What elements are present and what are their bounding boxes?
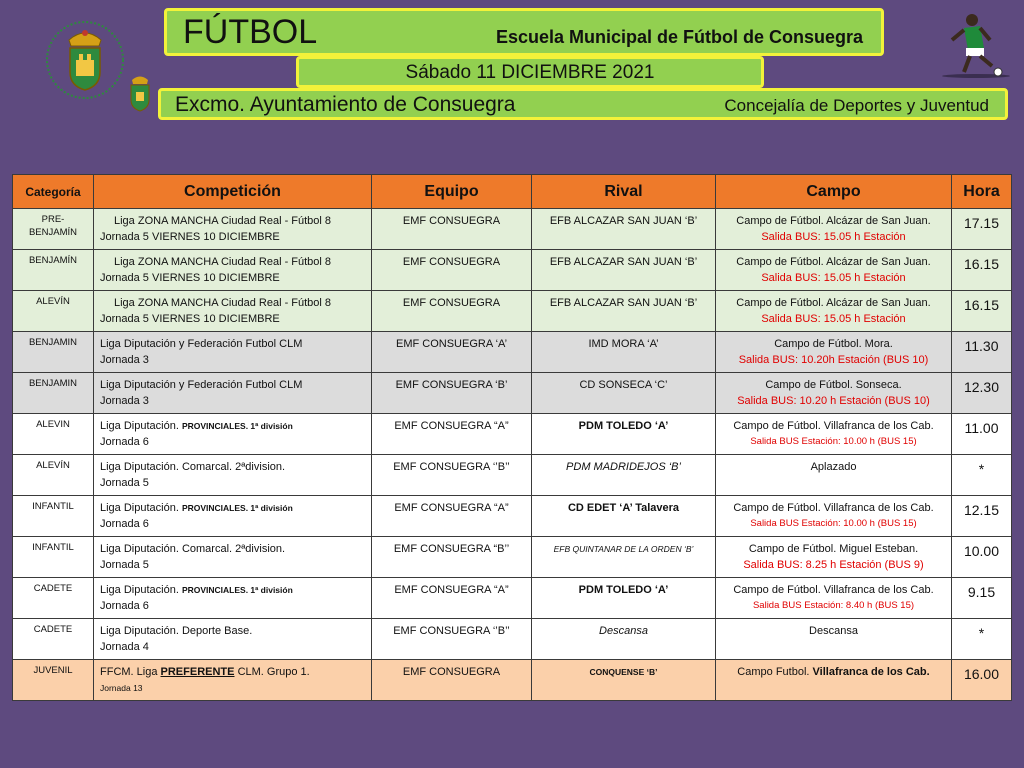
- cell-categoria: INFANTIL: [13, 496, 94, 537]
- competition-name: Liga Diputación y Federación Futbol CLM: [100, 338, 303, 350]
- title-banner: [164, 8, 884, 56]
- competition-line-1: [100, 418, 365, 434]
- table-row: [13, 209, 1012, 250]
- bus-departure: Salida BUS: 10.20h Estación (BUS 10): [738, 354, 929, 366]
- bus-departure: Salida BUS Estación: 10.00 h (BUS 15): [750, 436, 917, 447]
- competition-group: CLM. Grupo 1.: [237, 666, 310, 678]
- cell-categoria: ALEVIN: [13, 414, 94, 455]
- competition-line-1: [100, 336, 365, 352]
- cell-competicion: [94, 455, 372, 496]
- rival-name: PDM TOLEDO ‘A’: [578, 584, 669, 596]
- bus-departure: Salida BUS: 10.20 h Estación (BUS 10): [737, 395, 930, 407]
- cell-rival: [532, 578, 716, 619]
- bus-departure: Salida BUS: 15.05 h Estación: [761, 272, 906, 284]
- table-row: [13, 578, 1012, 619]
- cell-rival: [532, 250, 716, 291]
- page-title: FÚTBOL: [183, 13, 318, 51]
- cell-equipo: EMF CONSUEGRA ‘B’: [372, 373, 532, 414]
- cell-equipo: EMF CONSUEGRA: [372, 660, 532, 701]
- table-row: [13, 455, 1012, 496]
- campo-name: Campo Futbol.: [737, 666, 810, 678]
- cell-hora: 12.15: [952, 496, 1012, 537]
- competition-level: PREFERENTE: [160, 666, 235, 678]
- cell-competicion: [94, 209, 372, 250]
- header-equipo: Equipo: [372, 175, 532, 209]
- cell-equipo: EMF CONSUEGRA “A”: [372, 414, 532, 455]
- cell-campo: [716, 578, 952, 619]
- competition-jornada: Jornada 5: [100, 559, 149, 571]
- cell-hora: 12.30: [952, 373, 1012, 414]
- rival-name: EFB ALCAZAR SAN JUAN ‘B’: [549, 215, 698, 227]
- campo-location: Villafranca de los Cab.: [812, 666, 930, 678]
- competition-division: PROVINCIALES. 1ª división: [181, 585, 293, 595]
- cell-categoria: BENJAMIN: [13, 332, 94, 373]
- cell-categoria: BENJAMÍN: [13, 250, 94, 291]
- header-categoria: Categoría: [13, 175, 94, 209]
- campo-name: Campo de Fútbol. Villafranca de los Cab.: [733, 584, 934, 596]
- cell-hora: *: [952, 455, 1012, 496]
- competition-name: Liga Diputación. Comarcal. 2ªdivision.: [100, 543, 286, 555]
- cell-hora: 10.00: [952, 537, 1012, 578]
- cell-campo: [716, 619, 952, 660]
- competition-jornada: Jornada 3: [100, 395, 149, 407]
- cell-categoria: INFANTIL: [13, 537, 94, 578]
- cell-equipo: EMF CONSUEGRA “A”: [372, 496, 532, 537]
- organization-name: Excmo. Ayuntamiento de Consuegra: [175, 93, 516, 116]
- table-row: [13, 291, 1012, 332]
- cell-equipo: EMF CONSUEGRA ‘’B’’: [372, 619, 532, 660]
- table-row: [13, 660, 1012, 701]
- rival-name: CONQUENSE ‘B’: [589, 667, 658, 677]
- competition-jornada: Jornada 3: [100, 354, 149, 366]
- header-hora: Hora: [952, 175, 1012, 209]
- competition-division: PROVINCIALES. 1ª división: [181, 421, 293, 431]
- soccer-player-icon: [928, 10, 1010, 80]
- cell-rival: [532, 455, 716, 496]
- cell-categoria: CADETE: [13, 619, 94, 660]
- cell-categoria: JUVENIL: [13, 660, 94, 701]
- cell-rival: [532, 496, 716, 537]
- cell-hora: 16.15: [952, 291, 1012, 332]
- cell-equipo: EMF CONSUEGRA ‘A’: [372, 332, 532, 373]
- competition-line-1: [100, 295, 365, 311]
- cell-rival: [532, 291, 716, 332]
- cell-categoria: ALEVÍN: [13, 455, 94, 496]
- cell-campo: [716, 250, 952, 291]
- cell-competicion: [94, 660, 372, 701]
- table-row: [13, 496, 1012, 537]
- cell-equipo: EMF CONSUEGRA ‘’B’’: [372, 455, 532, 496]
- competition-jornada: Jornada 6: [100, 436, 149, 448]
- cell-equipo: EMF CONSUEGRA “A”: [372, 578, 532, 619]
- competition-name: Liga Diputación y Federación Futbol CLM: [100, 379, 303, 391]
- cell-campo: [716, 496, 952, 537]
- cell-campo: [716, 332, 952, 373]
- cell-campo: [716, 209, 952, 250]
- bus-departure: Salida BUS: 8.25 h Estación (BUS 9): [743, 559, 924, 571]
- competition-jornada: Jornada 5 VIERNES 10 DICIEMBRE: [100, 231, 280, 243]
- campo-name: Descansa: [809, 625, 858, 637]
- table-row: [13, 537, 1012, 578]
- schedule-table: [12, 174, 1012, 701]
- bus-departure: Salida BUS Estación: 8.40 h (BUS 15): [752, 600, 915, 611]
- rival-name: EFB QUINTANAR DE LA ORDEN ‘B’: [553, 544, 694, 554]
- campo-name: Campo de Fútbol. Mora.: [774, 338, 893, 350]
- table-row: [13, 414, 1012, 455]
- competition-name: FFCM. Liga: [100, 666, 158, 678]
- cell-competicion: [94, 291, 372, 332]
- competition-jornada: Jornada 4: [100, 641, 149, 653]
- competition-jornada: Jornada 5: [100, 477, 149, 489]
- page-subtitle: Escuela Municipal de Fútbol de Consuegra: [495, 27, 863, 47]
- organization-banner: [158, 88, 1008, 120]
- rival-name: PDM MADRIDEJOS ‘B’: [566, 461, 681, 473]
- cell-hora: 16.15: [952, 250, 1012, 291]
- competition-name: Liga Diputación. Comarcal. 2ªdivision.: [100, 461, 286, 473]
- cell-competicion: [94, 496, 372, 537]
- rival-name: CD EDET ‘A’ Talavera: [567, 502, 680, 514]
- event-date: Sábado 11 DICIEMBRE 2021: [405, 62, 655, 83]
- cell-campo: [716, 291, 952, 332]
- bus-departure: Salida BUS Estación: 10.00 h (BUS 15): [750, 518, 917, 529]
- cell-hora: 11.30: [952, 332, 1012, 373]
- competition-division: PROVINCIALES. 1ª división: [181, 503, 293, 513]
- bus-departure: Salida BUS: 15.05 h Estación: [761, 231, 906, 243]
- competition-name: Liga Diputación.: [100, 502, 179, 514]
- cell-equipo: EMF CONSUEGRA: [372, 209, 532, 250]
- cell-rival: [532, 209, 716, 250]
- rival-name: Descansa: [599, 625, 648, 637]
- cell-hora: 9.15: [952, 578, 1012, 619]
- cell-competicion: [94, 414, 372, 455]
- campo-name: Campo de Fútbol. Villafranca de los Cab.: [733, 420, 934, 432]
- competition-line-1: [100, 623, 365, 639]
- campo-name: Campo de Fútbol. Alcázar de San Juan.: [736, 297, 931, 309]
- competition-jornada: Jornada 13: [100, 683, 143, 693]
- cell-categoria: BENJAMIN: [13, 373, 94, 414]
- cell-hora: 16.00: [952, 660, 1012, 701]
- competition-line-1: [100, 459, 365, 475]
- cell-equipo: EMF CONSUEGRA “B’’: [372, 537, 532, 578]
- cell-competicion: [94, 578, 372, 619]
- cell-competicion: [94, 537, 372, 578]
- cell-competicion: [94, 332, 372, 373]
- cell-rival: [532, 660, 716, 701]
- cell-rival: [532, 537, 716, 578]
- cell-rival: [532, 619, 716, 660]
- cell-campo: [716, 537, 952, 578]
- cell-rival: [532, 332, 716, 373]
- campo-name: Campo de Fútbol. Villafranca de los Cab.: [733, 502, 934, 514]
- campo-name: Campo de Fútbol. Alcázar de San Juan.: [736, 215, 931, 227]
- cell-categoria: PRE- BENJAMÍN: [13, 209, 94, 250]
- cell-campo: [716, 455, 952, 496]
- competition-name: Liga Diputación. Deporte Base.: [100, 625, 253, 637]
- competition-name: Liga Diputación.: [100, 584, 179, 596]
- rival-name: CD SONSECA ‘C’: [579, 379, 668, 391]
- rival-name: IMD MORA ‘A’: [588, 338, 659, 350]
- competition-jornada: Jornada 6: [100, 518, 149, 530]
- cell-competicion: [94, 373, 372, 414]
- cell-campo: [716, 373, 952, 414]
- cell-categoria: CADETE: [13, 578, 94, 619]
- competition-jornada: Jornada 5 VIERNES 10 DICIEMBRE: [100, 313, 280, 325]
- competition-line-1: [100, 500, 365, 516]
- cell-hora: 11.00: [952, 414, 1012, 455]
- table-row: [13, 332, 1012, 373]
- department-name: Concejalía de Deportes y Juventud: [724, 96, 989, 115]
- cell-competicion: [94, 250, 372, 291]
- competition-line-1: [100, 541, 365, 557]
- cell-rival: [532, 414, 716, 455]
- cell-competicion: [94, 619, 372, 660]
- cell-equipo: EMF CONSUEGRA: [372, 250, 532, 291]
- table-row: [13, 619, 1012, 660]
- header-competicion: Competición: [94, 175, 372, 209]
- competition-line-1: [100, 254, 365, 270]
- competition-name: Liga ZONA MANCHA Ciudad Real - Fútbol 8: [114, 256, 332, 268]
- competition-jornada: Jornada 5 VIERNES 10 DICIEMBRE: [100, 272, 280, 284]
- cell-hora: *: [952, 619, 1012, 660]
- header-rival: Rival: [532, 175, 716, 209]
- table-row: [13, 250, 1012, 291]
- campo-name: Aplazado: [810, 461, 857, 473]
- competition-name: Liga ZONA MANCHA Ciudad Real - Fútbol 8: [114, 297, 332, 309]
- campo-name: Campo de Fútbol. Alcázar de San Juan.: [736, 256, 931, 268]
- cell-campo: [716, 414, 952, 455]
- cell-categoria: ALEVÍN: [13, 291, 94, 332]
- rival-name: PDM TOLEDO ‘A’: [578, 420, 669, 432]
- header-campo: Campo: [716, 175, 952, 209]
- campo-name: Campo de Fútbol. Sonseca.: [765, 379, 902, 391]
- cell-rival: [532, 373, 716, 414]
- cell-campo: [716, 660, 952, 701]
- competition-line-1: [100, 582, 365, 598]
- cell-hora: 17.15: [952, 209, 1012, 250]
- coat-of-arms-small-icon: [127, 72, 153, 112]
- rival-name: EFB ALCAZAR SAN JUAN ‘B’: [549, 256, 698, 268]
- table-row: [13, 373, 1012, 414]
- campo-name: Campo de Fútbol. Miguel Esteban.: [748, 543, 919, 555]
- competition-line-1: [100, 664, 365, 680]
- rival-name: EFB ALCAZAR SAN JUAN ‘B’: [549, 297, 698, 309]
- coat-of-arms-icon: [44, 20, 126, 100]
- date-banner: [296, 56, 764, 88]
- competition-line-1: [100, 213, 365, 229]
- competition-jornada: Jornada 6: [100, 600, 149, 612]
- cell-equipo: EMF CONSUEGRA: [372, 291, 532, 332]
- table-header-row: [13, 175, 1012, 209]
- competition-name: Liga Diputación.: [100, 420, 179, 432]
- competition-name: Liga ZONA MANCHA Ciudad Real - Fútbol 8: [114, 215, 332, 227]
- bus-departure: Salida BUS: 15.05 h Estación: [761, 313, 906, 325]
- competition-line-1: [100, 377, 365, 393]
